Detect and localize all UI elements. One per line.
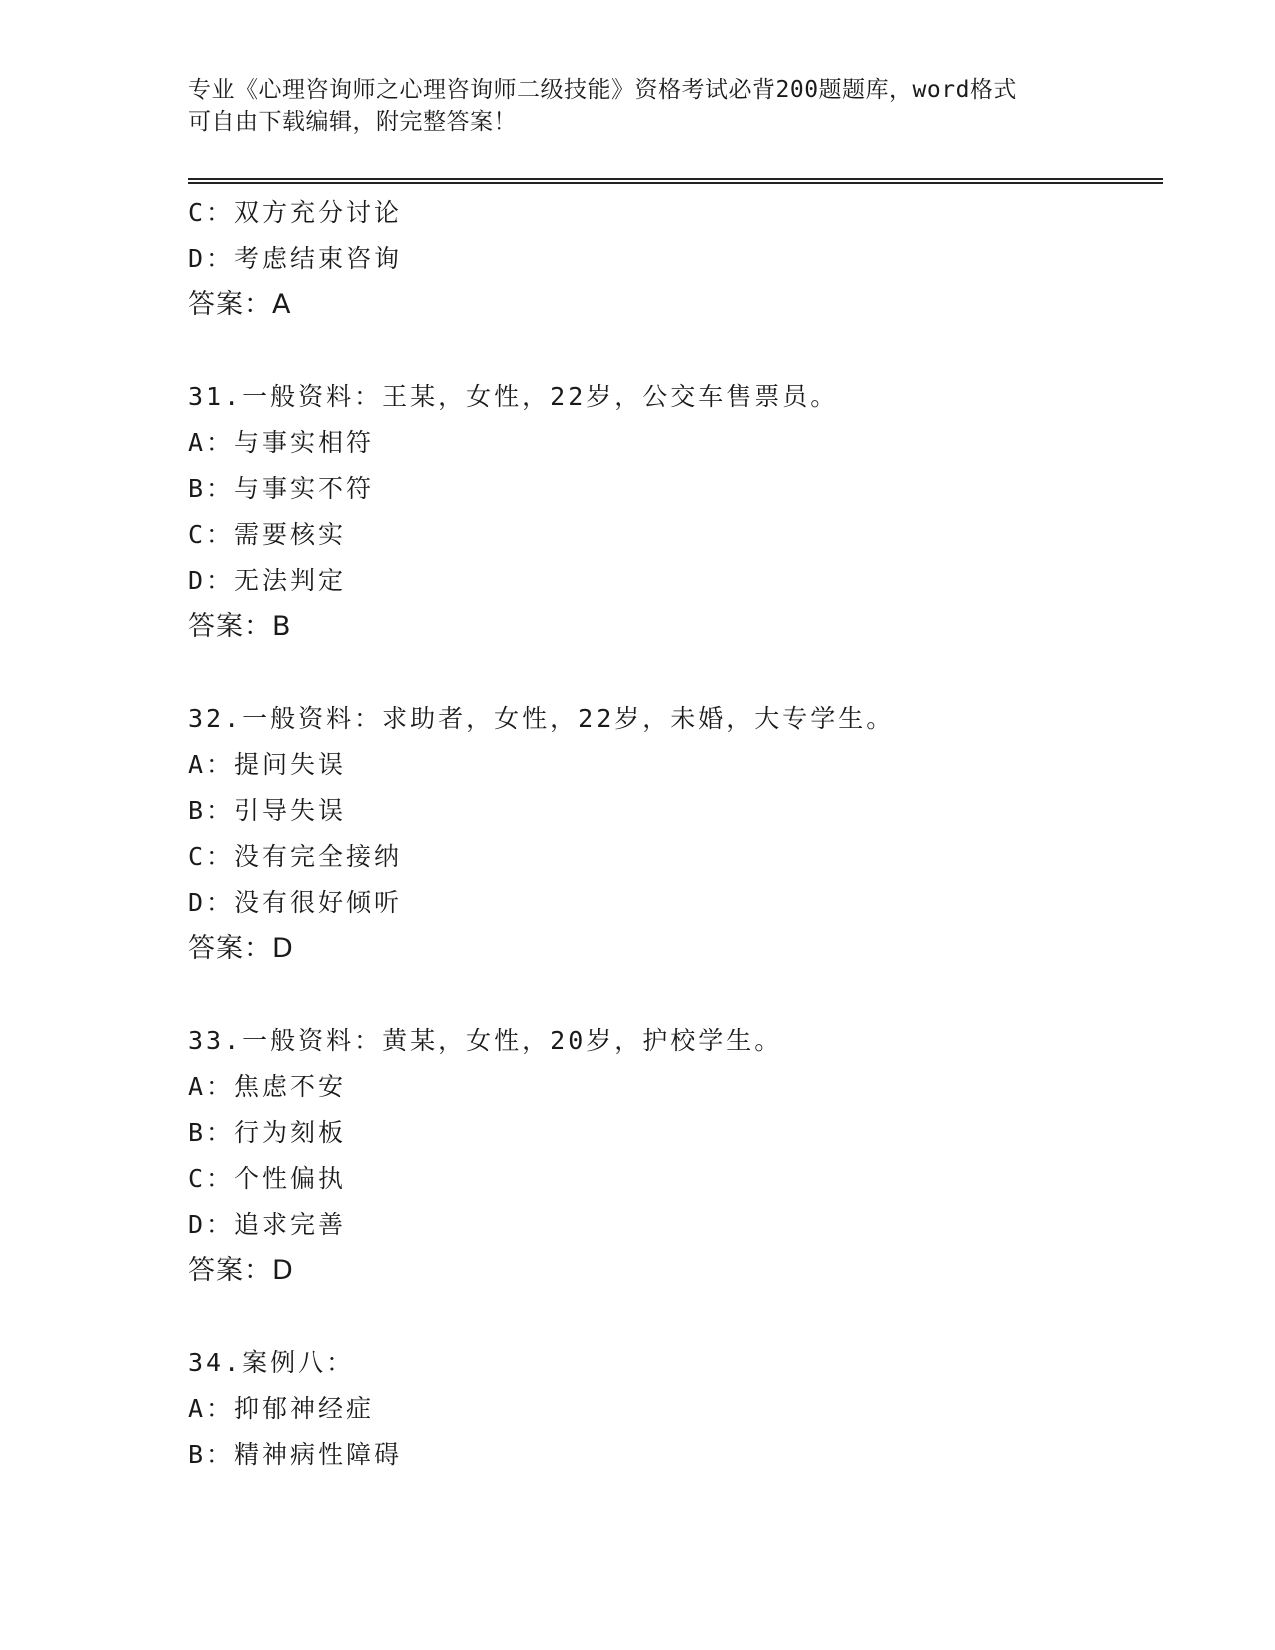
question-stem-32: 32.一般资料：求助者，女性，22岁，未婚，大专学生。 xyxy=(188,704,895,733)
option-c: C：需要核实 xyxy=(188,520,347,549)
option-d: D：没有很好倾听 xyxy=(188,888,403,917)
answer-line: 答案：A xyxy=(188,289,292,320)
option-d: D：无法判定 xyxy=(188,566,347,595)
answer-line: 答案：D xyxy=(188,933,294,964)
option-b: B：与事实不符 xyxy=(188,474,375,503)
question-stem-34: 34.案例八： xyxy=(188,1348,355,1377)
option-c: C：没有完全接纳 xyxy=(188,842,403,871)
header-divider xyxy=(188,178,1163,184)
option-c: C：个性偏执 xyxy=(188,1164,347,1193)
option-d: D：追求完善 xyxy=(188,1210,347,1239)
option-a: A：提问失误 xyxy=(188,750,347,779)
header-line-2: 可自由下载编辑，附完整答案！ xyxy=(188,109,517,135)
option-d: D：考虑结束咨询 xyxy=(188,244,403,273)
option-c: C：双方充分讨论 xyxy=(188,198,403,227)
question-list xyxy=(188,190,1163,1478)
option-b: B：引导失误 xyxy=(188,796,347,825)
header-line-1: 专业《心理咨询师之心理咨询师二级技能》资格考试必背200题题库，word格式 xyxy=(188,77,1017,103)
option-a: A：抑郁神经症 xyxy=(188,1394,375,1423)
answer-line: 答案：B xyxy=(188,611,292,642)
option-a: A：焦虑不安 xyxy=(188,1072,347,1101)
option-a: A：与事实相符 xyxy=(188,428,375,457)
document-header xyxy=(188,74,1088,138)
answer-line: 答案：D xyxy=(188,1255,294,1286)
question-stem-31: 31.一般资料：王某，女性，22岁，公交车售票员。 xyxy=(188,382,839,411)
option-b: B：精神病性障碍 xyxy=(188,1440,403,1469)
question-stem-33: 33.一般资料：黄某，女性，20岁，护校学生。 xyxy=(188,1026,783,1055)
option-b: B：行为刻板 xyxy=(188,1118,347,1147)
